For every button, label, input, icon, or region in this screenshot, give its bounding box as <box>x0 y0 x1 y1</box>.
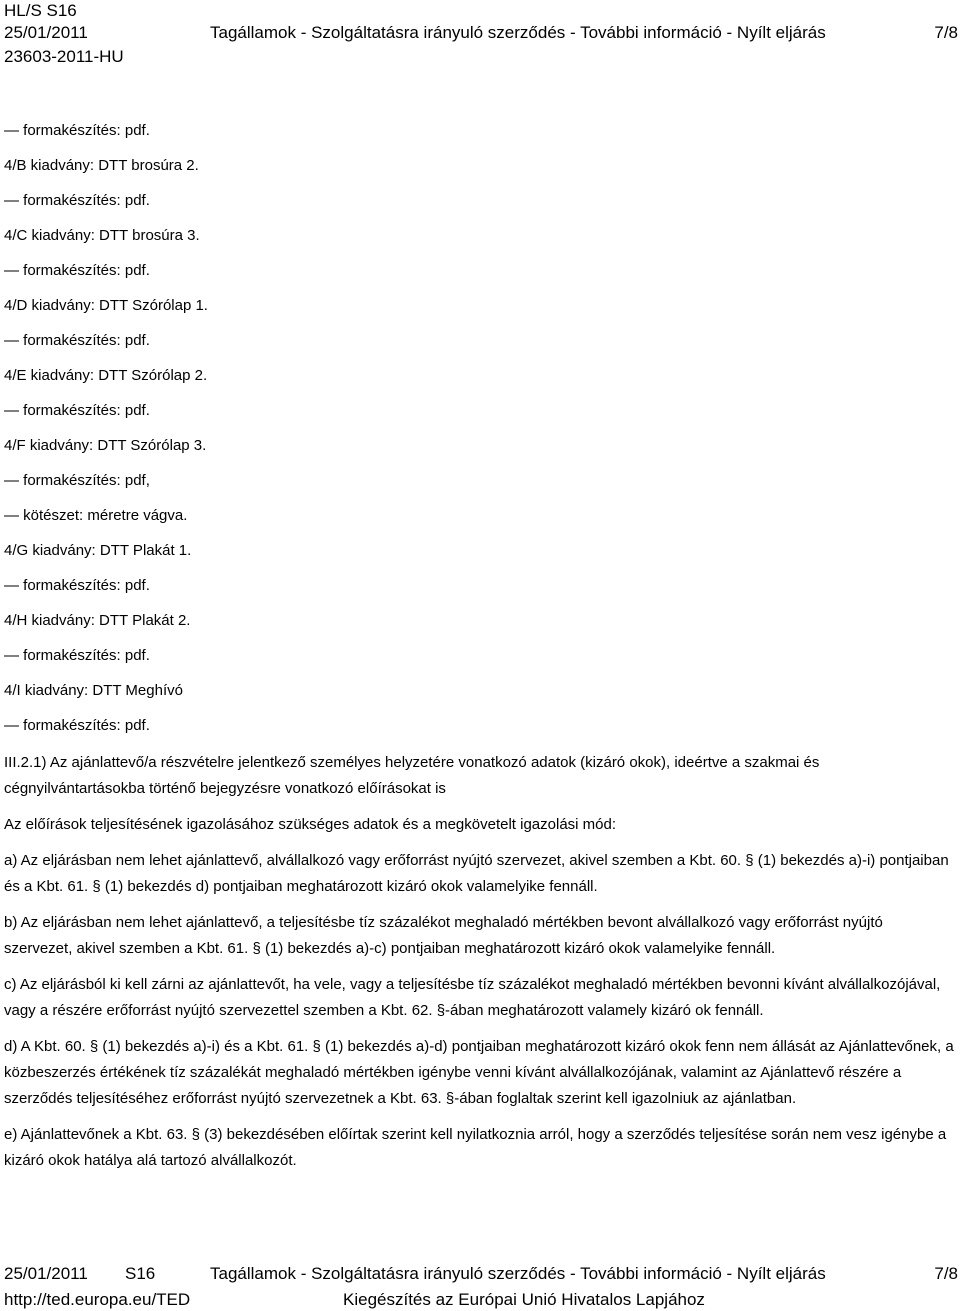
paragraph: Az előírások teljesítésének igazolásához szükséges adatok és a megkövetelt igazolási mód: <box>4 816 617 833</box>
footer-url: http://ted.europa.eu/TED <box>4 1290 191 1309</box>
paragraph: d) A Kbt. 60. § (1) bekezdés a)-i) és a Kbt. 61. § (1) bekezdés a)-d) pontjaiban meghatározott kizáró okok fenn nem állását az Ajánlattevőnek, a közbeszerzés értékének tíz százalékát meghaladó mértékben igénybe venni kívánt alvállalkozójának, valamint az Ajánlattevő részére a szerződés teljesítéséhez erőforrást nyújtó szervezetnek a Kbt. 63. §-ában foglaltak szerint kell igazolniuk az ajánlatban. <box>4 1038 954 1107</box>
list-line: — formakészítés: pdf. <box>4 262 150 279</box>
header-page-number: 7/8 <box>934 23 958 42</box>
list-line: — formakészítés: pdf. <box>4 332 150 349</box>
paragraph: a) Az eljárásban nem lehet ajánlattevő, alvállalkozó vagy erőforrást nyújtó szervezet, akivel szemben a Kbt. 60. § (1) bekezdés a)-i) pontjaiban és a Kbt. 61. § (1) bekezdés d) pontjaiban meghatározott kizáró okok valamelyike fennáll. <box>4 852 949 895</box>
footer-title: Tagállamok - Szolgáltatásra irányuló szerződés - További információ - Nyílt eljárás <box>210 1264 826 1283</box>
list-line: — formakészítés: pdf. <box>4 122 150 139</box>
document-body <box>4 118 954 1184</box>
list-line: — formakészítés: pdf. <box>4 192 150 209</box>
list-line: — kötészet: méretre vágva. <box>4 507 188 524</box>
header-date: 25/01/2011 <box>4 23 88 42</box>
header-notice-id: 23603-2011-HU <box>4 47 124 66</box>
list-line: 4/G kiadvány: DTT Plakát 1. <box>4 542 192 559</box>
footer-page-number: 7/8 <box>934 1264 958 1283</box>
header-title: Tagállamok - Szolgáltatásra irányuló szerződés - További információ - Nyílt eljárás <box>210 23 826 42</box>
list-line: 4/E kiadvány: DTT Szórólap 2. <box>4 367 208 384</box>
list-line: — formakészítés: pdf. <box>4 402 150 419</box>
list-line: 4/C kiadvány: DTT brosúra 3. <box>4 227 200 244</box>
list-line: — formakészítés: pdf. <box>4 647 150 664</box>
footer-series: S16 <box>125 1264 156 1283</box>
page-footer <box>0 1263 960 1311</box>
list-line: 4/I kiadvány: DTT Meghívó <box>4 682 183 699</box>
list-line: — formakészítés: pdf. <box>4 717 150 734</box>
paragraph: e) Ajánlattevőnek a Kbt. 63. § (3) bekezdésében előírtak szerint kell nyilatkoznia arról, hogy a szerződés teljesítése során nem vesz igénybe a kizáró okok hatálya alá tartozó alvállalkozót. <box>4 1126 947 1169</box>
paragraph: b) Az eljárásban nem lehet ajánlattevő, a teljesítésbe tíz százalékot meghaladó mértékben bevont alvállalkozó vagy erőforrást nyújtó szervezet, akivel szemben a Kbt. 61. § (1) bekezdés a)-c) pontjaiban meghatározott kizáró okok valamelyike fennáll. <box>4 914 883 957</box>
list-line: — formakészítés: pdf, <box>4 472 150 489</box>
list-line: 4/D kiadvány: DTT Szórólap 1. <box>4 297 208 314</box>
page-header <box>0 0 960 70</box>
list-line: — formakészítés: pdf. <box>4 577 150 594</box>
list-line: 4/F kiadvány: DTT Szórólap 3. <box>4 437 207 454</box>
paragraph: c) Az eljárásból ki kell zárni az ajánlattevőt, ha vele, vagy a teljesítésbe tíz százalékot meghaladó mértékben bevonni kívánt alvállalkozójával, vagy a részére erőforrást nyújtó szervezettel szemben a Kbt. 62. §-ában meghatározott valamely kizáró ok fennáll. <box>4 976 941 1019</box>
footer-date: 25/01/2011 <box>4 1264 88 1283</box>
footer-supplement: Kiegészítés az Európai Unió Hivatalos Lapjához <box>343 1290 705 1309</box>
section-heading-paragraph: III.2.1) Az ajánlattevő/a részvételre jelentkező személyes helyzetére vonatkozó adatok (kizáró okok), ideértve a szakmai és cégnyilvántartásokba történő bejegyzésre vonatkozó előírásokat is <box>4 754 820 797</box>
header-doc-code: HL/S S16 <box>4 1 77 20</box>
list-line: 4/H kiadvány: DTT Plakát 2. <box>4 612 191 629</box>
list-line: 4/B kiadvány: DTT brosúra 2. <box>4 157 199 174</box>
